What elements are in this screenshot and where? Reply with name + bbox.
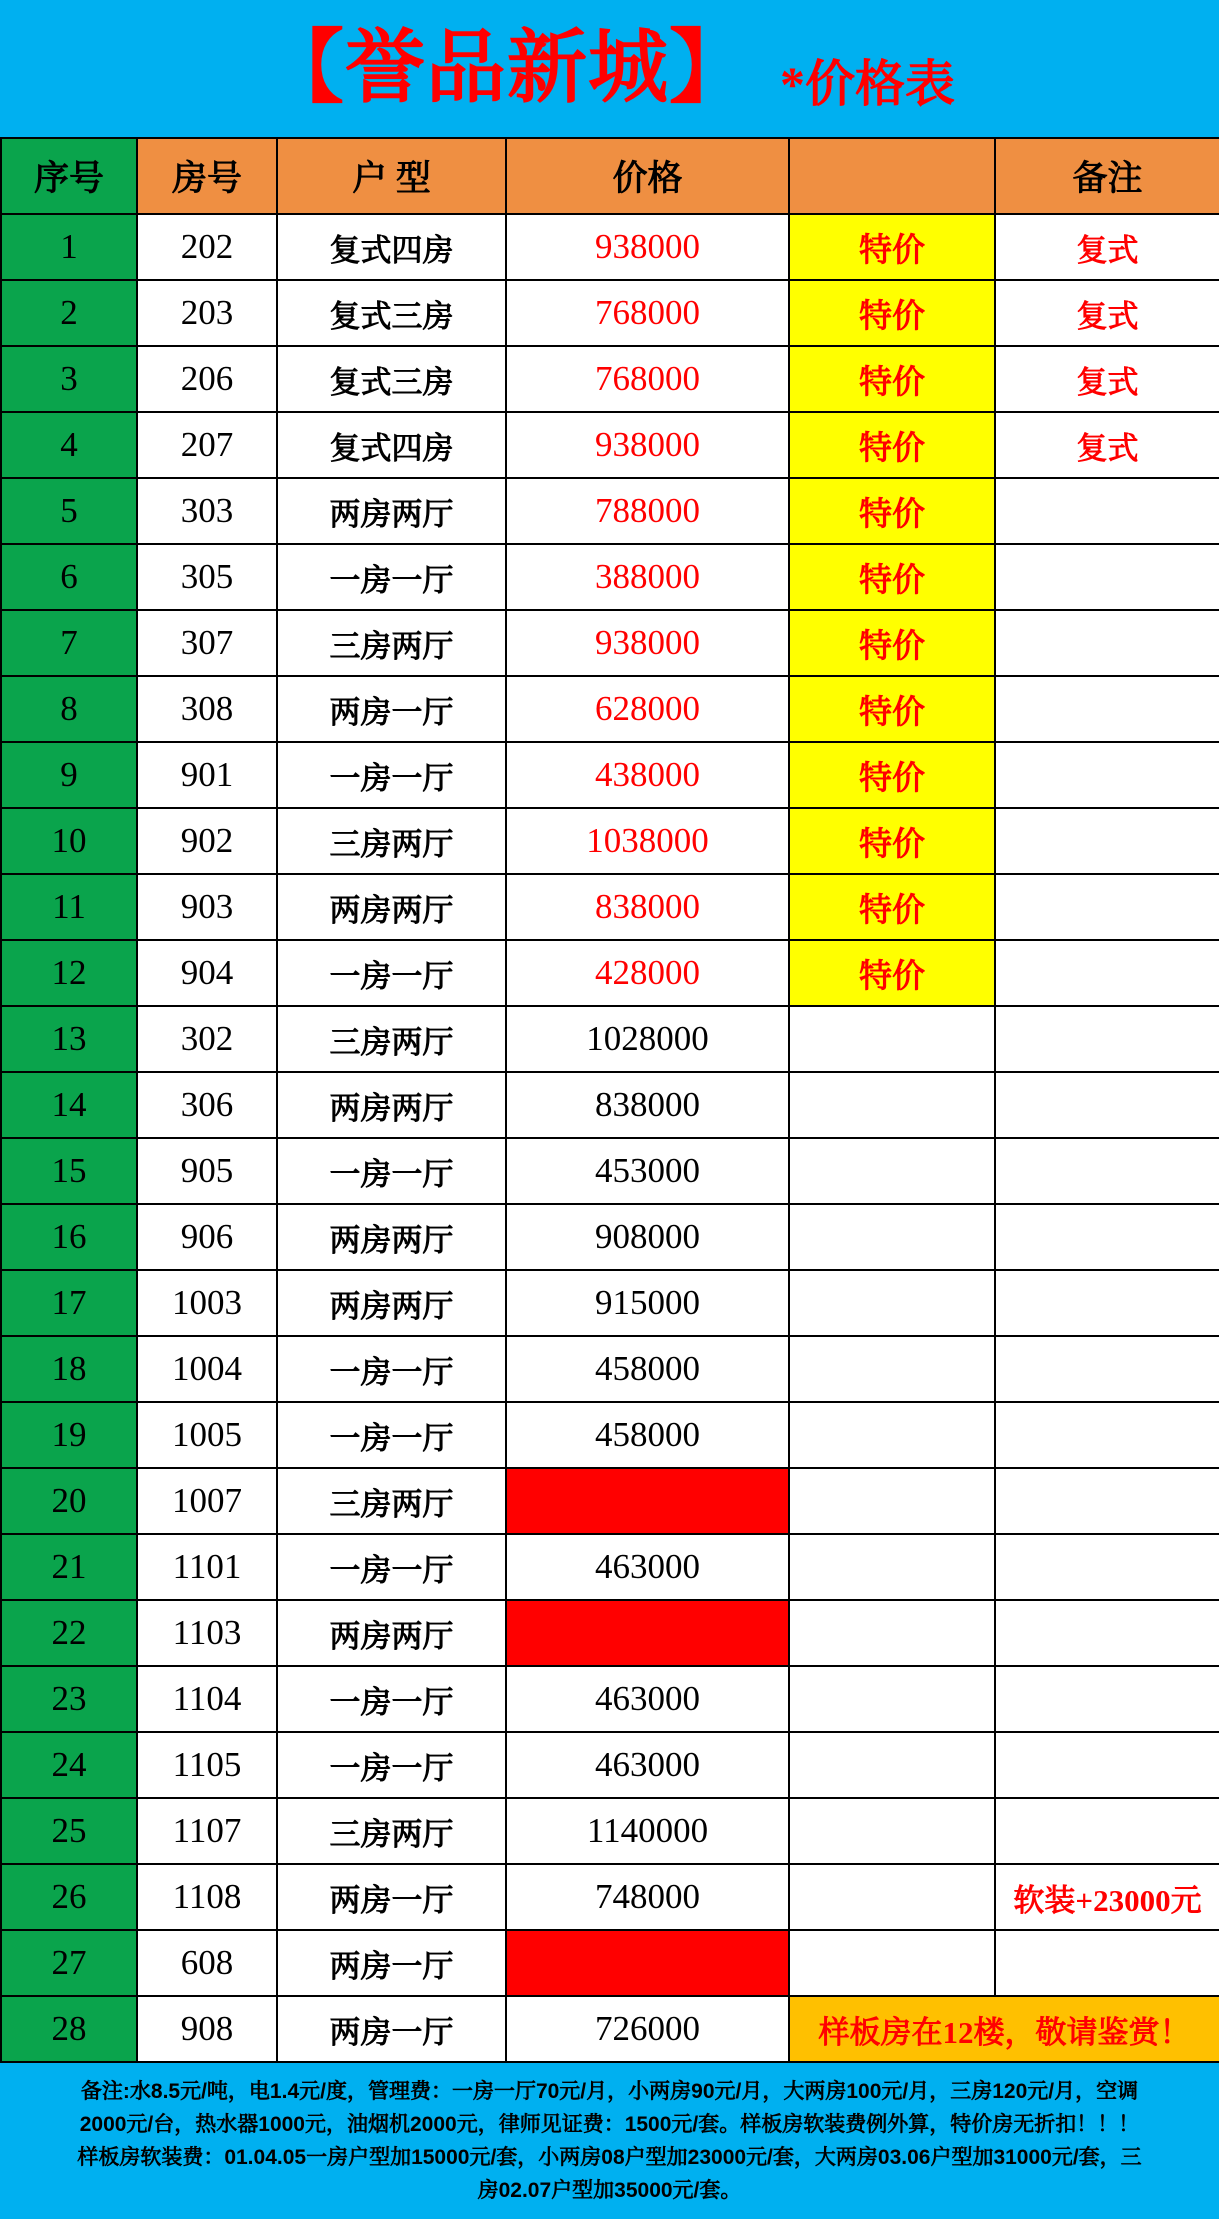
cell-remark: 复式 (995, 280, 1219, 346)
cell-remark: 复式 (995, 214, 1219, 280)
cell-price: 915000 (506, 1270, 789, 1336)
cell-remark (995, 1600, 1219, 1666)
cell-serial: 5 (1, 478, 137, 544)
cell-serial: 17 (1, 1270, 137, 1336)
footer-note (0, 2063, 1219, 2219)
cell-room-number: 308 (137, 676, 277, 742)
cell-remark (995, 1732, 1219, 1798)
cell-unit-type: 复式四房 (277, 412, 506, 478)
cell-unit-type: 一房一厅 (277, 1402, 506, 1468)
cell-showroom-banner: 样板房在12楼，敬请鉴赏！ (789, 1996, 1219, 2062)
cell-remark (995, 478, 1219, 544)
cell-unit-type: 三房两厅 (277, 1006, 506, 1072)
cell-price: 438000 (506, 742, 789, 808)
cell-remark (995, 544, 1219, 610)
cell-remark (995, 610, 1219, 676)
cell-unit-type: 两房一厅 (277, 1996, 506, 2062)
cell-special-tag (789, 1798, 995, 1864)
cell-special-tag (789, 1930, 995, 1996)
table-row (1, 1996, 1219, 2062)
cell-room-number: 203 (137, 280, 277, 346)
cell-serial: 9 (1, 742, 137, 808)
cell-remark (995, 1204, 1219, 1270)
table-row (1, 808, 1219, 874)
cell-unit-type: 两房两厅 (277, 478, 506, 544)
cell-unit-type: 一房一厅 (277, 1336, 506, 1402)
table-row (1, 478, 1219, 544)
cell-price: 458000 (506, 1336, 789, 1402)
col-header-blank (789, 138, 995, 214)
cell-room-number: 202 (137, 214, 277, 280)
price-table-header (1, 138, 1219, 214)
cell-serial: 26 (1, 1864, 137, 1930)
cell-remark (995, 1270, 1219, 1336)
cell-price (506, 1930, 789, 1996)
cell-unit-type: 两房两厅 (277, 874, 506, 940)
cell-price (506, 1600, 789, 1666)
cell-remark (995, 1930, 1219, 1996)
table-row (1, 412, 1219, 478)
cell-unit-type: 复式三房 (277, 346, 506, 412)
cell-room-number: 1003 (137, 1270, 277, 1336)
cell-price: 838000 (506, 1072, 789, 1138)
cell-unit-type: 两房一厅 (277, 1864, 506, 1930)
cell-serial: 13 (1, 1006, 137, 1072)
cell-price: 908000 (506, 1204, 789, 1270)
cell-serial: 1 (1, 214, 137, 280)
cell-unit-type: 复式四房 (277, 214, 506, 280)
project-name: 【誉品新城】 (264, 24, 750, 113)
cell-special-tag (789, 1864, 995, 1930)
cell-special-tag: 特价 (789, 478, 995, 544)
cell-price: 1038000 (506, 808, 789, 874)
cell-price: 938000 (506, 610, 789, 676)
table-row (1, 1666, 1219, 1732)
cell-serial: 3 (1, 346, 137, 412)
table-row (1, 1072, 1219, 1138)
cell-serial: 6 (1, 544, 137, 610)
cell-room-number: 307 (137, 610, 277, 676)
cell-special-tag: 特价 (789, 214, 995, 280)
title-bar (0, 0, 1219, 137)
cell-unit-type: 复式三房 (277, 280, 506, 346)
cell-room-number: 1005 (137, 1402, 277, 1468)
cell-remark (995, 742, 1219, 808)
cell-special-tag (789, 1138, 995, 1204)
cell-special-tag (789, 1666, 995, 1732)
cell-room-number: 608 (137, 1930, 277, 1996)
cell-serial: 10 (1, 808, 137, 874)
table-row (1, 1402, 1219, 1468)
cell-remark (995, 676, 1219, 742)
table-row (1, 1798, 1219, 1864)
table-row (1, 676, 1219, 742)
cell-price: 726000 (506, 1996, 789, 2062)
cell-unit-type: 三房两厅 (277, 610, 506, 676)
cell-price: 1028000 (506, 1006, 789, 1072)
header-row (1, 138, 1219, 214)
price-table-body (1, 214, 1219, 2062)
cell-remark (995, 1798, 1219, 1864)
col-header-remark: 备注 (995, 138, 1219, 214)
cell-serial: 19 (1, 1402, 137, 1468)
cell-price: 838000 (506, 874, 789, 940)
cell-price (506, 1468, 789, 1534)
table-row (1, 742, 1219, 808)
cell-serial: 28 (1, 1996, 137, 2062)
cell-unit-type: 一房一厅 (277, 544, 506, 610)
cell-remark (995, 808, 1219, 874)
table-row (1, 214, 1219, 280)
footer-line: 样板房软装费：01.04.05一房户型加15000元/套，小两房08户型加23000元/套，大两房03.06户型加31000元/套，三 (77, 2146, 1142, 2169)
table-row (1, 544, 1219, 610)
cell-remark (995, 940, 1219, 1006)
cell-remark: 复式 (995, 412, 1219, 478)
cell-room-number: 905 (137, 1138, 277, 1204)
table-row (1, 1204, 1219, 1270)
cell-price: 938000 (506, 412, 789, 478)
cell-price: 463000 (506, 1732, 789, 1798)
cell-unit-type: 两房两厅 (277, 1600, 506, 1666)
cell-special-tag (789, 1270, 995, 1336)
table-row (1, 874, 1219, 940)
cell-special-tag: 特价 (789, 940, 995, 1006)
cell-serial: 25 (1, 1798, 137, 1864)
cell-price: 938000 (506, 214, 789, 280)
cell-serial: 8 (1, 676, 137, 742)
cell-remark (995, 1336, 1219, 1402)
cell-unit-type: 三房两厅 (277, 1798, 506, 1864)
cell-price: 458000 (506, 1402, 789, 1468)
col-header-price: 价格 (506, 138, 789, 214)
cell-serial: 21 (1, 1534, 137, 1600)
cell-special-tag: 特价 (789, 346, 995, 412)
cell-unit-type: 一房一厅 (277, 742, 506, 808)
cell-unit-type: 一房一厅 (277, 1534, 506, 1600)
cell-serial: 2 (1, 280, 137, 346)
cell-unit-type: 两房一厅 (277, 676, 506, 742)
page-title: *价格表 (780, 55, 955, 112)
table-row (1, 1600, 1219, 1666)
cell-remark (995, 1402, 1219, 1468)
cell-serial: 20 (1, 1468, 137, 1534)
cell-room-number: 904 (137, 940, 277, 1006)
cell-remark (995, 1138, 1219, 1204)
cell-price: 388000 (506, 544, 789, 610)
cell-room-number: 1004 (137, 1336, 277, 1402)
cell-remark (995, 874, 1219, 940)
cell-special-tag (789, 1336, 995, 1402)
cell-special-tag: 特价 (789, 808, 995, 874)
cell-special-tag (789, 1072, 995, 1138)
cell-special-tag (789, 1006, 995, 1072)
cell-serial: 12 (1, 940, 137, 1006)
cell-remark: 软装+23000元 (995, 1864, 1219, 1930)
cell-room-number: 901 (137, 742, 277, 808)
cell-special-tag: 特价 (789, 412, 995, 478)
cell-serial: 15 (1, 1138, 137, 1204)
cell-serial: 16 (1, 1204, 137, 1270)
price-table (0, 137, 1219, 2063)
footer-line: 备注:水8.5元/吨，电1.4元/度，管理费：一房一厅70元/月，小两房90元/月，大两房100元/月，三房120元/月，空调 (80, 2080, 1139, 2103)
table-row (1, 1930, 1219, 1996)
cell-remark (995, 1006, 1219, 1072)
cell-special-tag: 特价 (789, 610, 995, 676)
cell-unit-type: 三房两厅 (277, 808, 506, 874)
cell-remark: 复式 (995, 346, 1219, 412)
table-row (1, 610, 1219, 676)
cell-special-tag (789, 1534, 995, 1600)
cell-unit-type: 三房两厅 (277, 1468, 506, 1534)
table-row (1, 1270, 1219, 1336)
cell-serial: 7 (1, 610, 137, 676)
cell-special-tag: 特价 (789, 742, 995, 808)
table-row (1, 940, 1219, 1006)
cell-price: 1140000 (506, 1798, 789, 1864)
cell-serial: 18 (1, 1336, 137, 1402)
cell-price: 768000 (506, 346, 789, 412)
cell-price: 628000 (506, 676, 789, 742)
cell-room-number: 302 (137, 1006, 277, 1072)
table-row (1, 1336, 1219, 1402)
cell-price: 768000 (506, 280, 789, 346)
cell-room-number: 1108 (137, 1864, 277, 1930)
table-row (1, 1468, 1219, 1534)
cell-price: 453000 (506, 1138, 789, 1204)
cell-special-tag (789, 1402, 995, 1468)
table-row (1, 1534, 1219, 1600)
cell-remark (995, 1666, 1219, 1732)
cell-special-tag: 特价 (789, 280, 995, 346)
cell-room-number: 303 (137, 478, 277, 544)
cell-unit-type: 一房一厅 (277, 1138, 506, 1204)
cell-remark (995, 1534, 1219, 1600)
cell-room-number: 903 (137, 874, 277, 940)
cell-unit-type: 两房一厅 (277, 1930, 506, 1996)
cell-special-tag: 特价 (789, 544, 995, 610)
table-row (1, 1006, 1219, 1072)
cell-room-number: 207 (137, 412, 277, 478)
cell-serial: 11 (1, 874, 137, 940)
cell-special-tag: 特价 (789, 676, 995, 742)
cell-price: 463000 (506, 1534, 789, 1600)
cell-unit-type: 一房一厅 (277, 1666, 506, 1732)
cell-room-number: 206 (137, 346, 277, 412)
table-row (1, 1864, 1219, 1930)
cell-price: 463000 (506, 1666, 789, 1732)
cell-special-tag (789, 1468, 995, 1534)
table-row (1, 280, 1219, 346)
cell-special-tag (789, 1732, 995, 1798)
table-row (1, 1732, 1219, 1798)
cell-serial: 14 (1, 1072, 137, 1138)
col-header-serial: 序号 (1, 138, 137, 214)
cell-unit-type: 一房一厅 (277, 1732, 506, 1798)
cell-serial: 24 (1, 1732, 137, 1798)
cell-room-number: 1104 (137, 1666, 277, 1732)
cell-price: 428000 (506, 940, 789, 1006)
cell-room-number: 1105 (137, 1732, 277, 1798)
cell-room-number: 906 (137, 1204, 277, 1270)
cell-special-tag: 特价 (789, 874, 995, 940)
cell-unit-type: 两房两厅 (277, 1270, 506, 1336)
cell-room-number: 306 (137, 1072, 277, 1138)
cell-serial: 4 (1, 412, 137, 478)
cell-unit-type: 两房两厅 (277, 1204, 506, 1270)
cell-unit-type: 一房一厅 (277, 940, 506, 1006)
cell-serial: 23 (1, 1666, 137, 1732)
cell-serial: 22 (1, 1600, 137, 1666)
cell-price: 748000 (506, 1864, 789, 1930)
cell-price: 788000 (506, 478, 789, 544)
col-header-unit-type: 户 型 (277, 138, 506, 214)
cell-special-tag (789, 1204, 995, 1270)
cell-room-number: 305 (137, 544, 277, 610)
cell-unit-type: 两房两厅 (277, 1072, 506, 1138)
table-row (1, 346, 1219, 412)
table-row (1, 1138, 1219, 1204)
cell-serial: 27 (1, 1930, 137, 1996)
cell-room-number: 902 (137, 808, 277, 874)
cell-room-number: 908 (137, 1996, 277, 2062)
cell-remark (995, 1468, 1219, 1534)
cell-remark (995, 1072, 1219, 1138)
col-header-room: 房号 (137, 138, 277, 214)
footer-line: 2000元/台，热水器1000元，油烟机2000元，律师见证费：1500元/套。样板房软装费例外算，特价房无折扣！！！ (79, 2113, 1140, 2136)
cell-room-number: 1103 (137, 1600, 277, 1666)
cell-special-tag (789, 1600, 995, 1666)
cell-room-number: 1101 (137, 1534, 277, 1600)
cell-room-number: 1007 (137, 1468, 277, 1534)
cell-room-number: 1107 (137, 1798, 277, 1864)
footer-line: 房02.07户型加35000元/套。 (477, 2179, 742, 2202)
